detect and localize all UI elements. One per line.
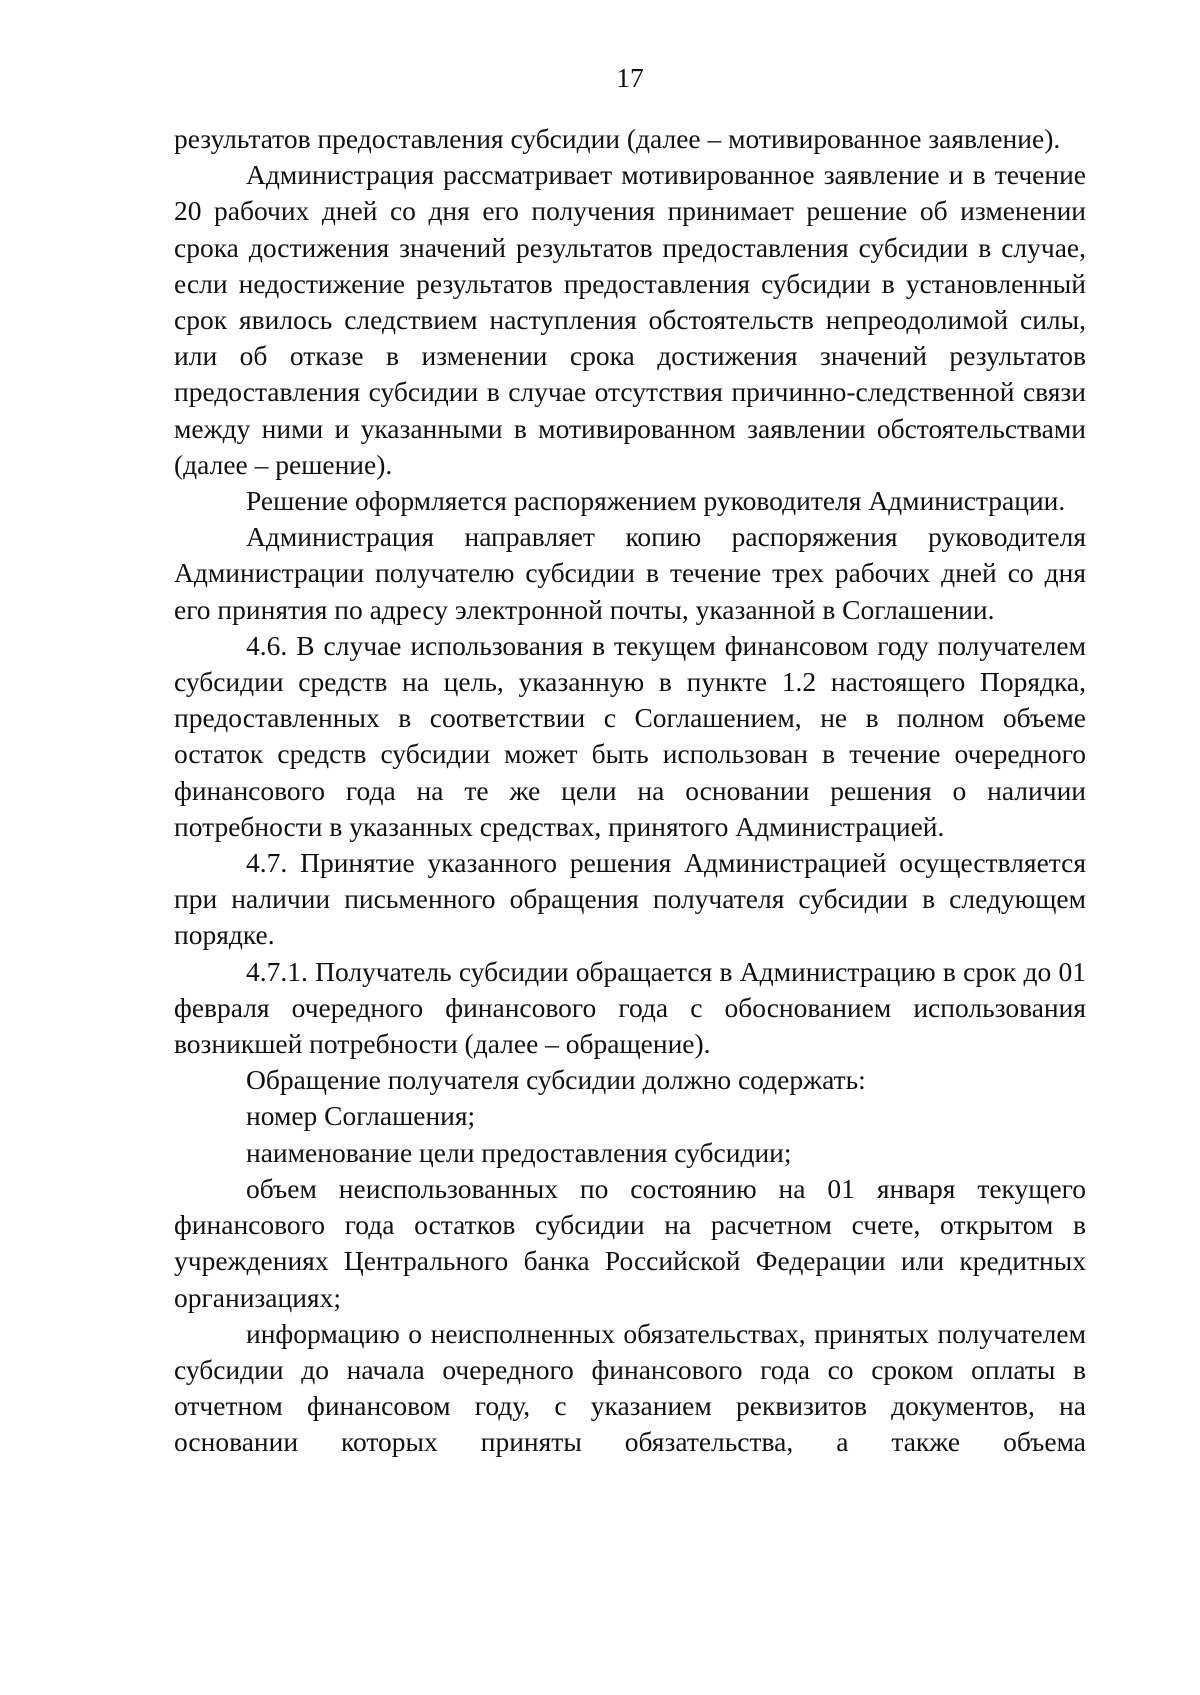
paragraph-administration-review: Администрация рассматривает мотивированное заявление и в течение 20 рабочих дней со дня его получения принимает решение об изменении срока достижения значений результатов предоставления субсидии в случае, если недостижение результатов предоставления субсидии в установленный срок явилось следствием наступления обстоятельств непреодолимой силы, или об отказе в изменении срока достижения значений результатов предоставления субсидии в случае отсутствия причинно-следственной связи между ними и указанными в мотивированном заявлении обстоятельствами (далее – решение). bbox=[174, 159, 1086, 480]
paragraph-4-7: 4.7. Принятие указанного решения Администрацией осуществляется при наличии письменного обращения получателя субсидии в следующем порядке. bbox=[174, 847, 1086, 951]
document-body bbox=[174, 121, 1086, 1461]
paragraph-4-6: 4.6. В случае использования в текущем финансовом году получателем субсидии средств на цель, указанную в пункте 1.2 настоящего Порядка, предоставленных в соответствии с Соглашением, не в полном объеме остаток средств субсидии может быть использован в течение очередного финансового года на те же цели на основании решения о наличии потребности в указанных средствах, принятого Администрацией. bbox=[174, 629, 1086, 842]
paragraph-continuation: результатов предоставления субсидии (далее – мотивированное заявление). bbox=[174, 123, 1061, 154]
paragraph-4-7-1: 4.7.1. Получатель субсидии обращается в Администрацию в срок до 01 февраля очередного финансового года с обоснованием использования возникшей потребности (далее – обращение). bbox=[174, 955, 1086, 1060]
list-item-agreement-number: номер Соглашения; bbox=[246, 1100, 476, 1132]
list-item-subsidy-purpose: наименование цели предоставления субсидии; bbox=[246, 1136, 792, 1168]
list-item-unused-balance: объем неиспользованных по состоянию на 01 января текущего финансового года остатков субсидии на расчетном счете, открытом в учреждениях Центрального банка Российской Федерации или кредитных организациях; bbox=[174, 1172, 1086, 1313]
paragraph-appeal-contents: Обращение получателя субсидии должно содержать: bbox=[246, 1064, 866, 1096]
list-item-unfulfilled-obligations: информацию о неисполненных обязательствах, принятых получателем субсидии до начала очередного финансового года со сроком оплаты в отчетном финансовом году, с указанием реквизитов документов, на основании которых приняты обязательства, а также объема bbox=[174, 1317, 1086, 1458]
paragraph-copy-sending: Администрация направляет копию распоряжения руководителя Администрации получателю субсидии в течение трех рабочих дней со дня его принятия по адресу электронной почты, указанной в Соглашении. bbox=[174, 521, 1086, 625]
page-number: 17 bbox=[616, 62, 644, 93]
paragraph-decision-form: Решение оформляется распоряжением руководителя Администрации. bbox=[246, 485, 1066, 517]
